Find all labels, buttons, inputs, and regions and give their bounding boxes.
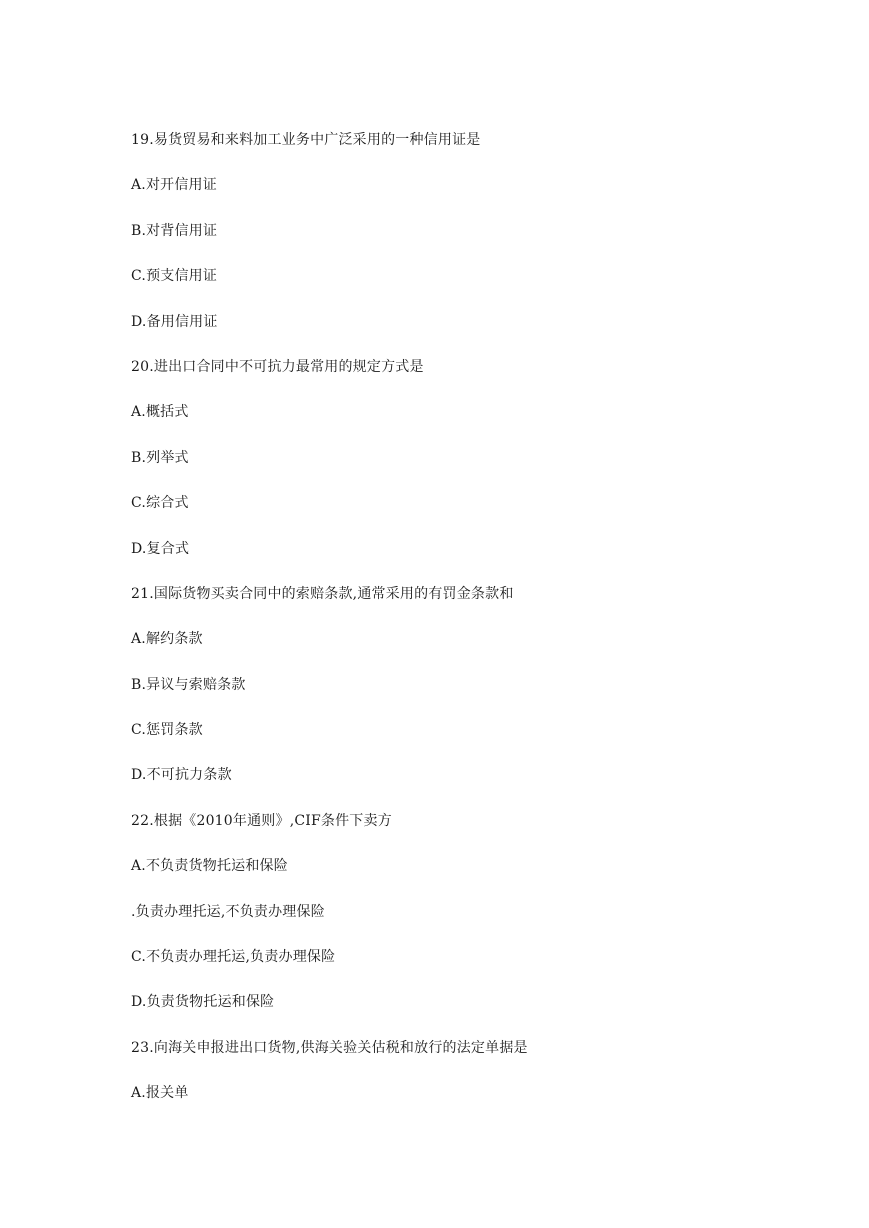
- question-22-option-a: A.不负责货物托运和保险: [131, 858, 288, 875]
- question-19-option-c: C.预支信用证: [131, 268, 218, 285]
- question-20-option-a: A.概括式: [131, 404, 189, 421]
- question-19-stem: 19.易货贸易和来料加工业务中广泛采用的一种信用证是: [131, 132, 481, 148]
- question-23-stem: 23.向海关申报进出口货物,供海关验关估税和放行的法定单据是: [131, 1039, 528, 1056]
- question-20-option-c: C.综合式: [131, 495, 189, 512]
- question-19-option-a: A.对开信用证: [131, 177, 217, 194]
- question-22-option-c: C.不负责办理托运,负责办理保险: [131, 949, 336, 966]
- question-21-option-b: B.异议与索赔条款: [131, 676, 246, 693]
- question-21-option-d: D.不可抗力条款: [131, 767, 232, 784]
- question-19-option-d: D.备用信用证: [131, 313, 218, 330]
- question-22-option-b: .负责办理托运,不负责办理保险: [131, 903, 325, 920]
- document-page: [131, 127, 831, 1126]
- question-21-option-a: A.解约条款: [131, 631, 203, 648]
- question-20-stem: 20.进出口合同中不可抗力最常用的规定方式是: [131, 358, 424, 375]
- question-20-option-b: B.列举式: [131, 449, 189, 466]
- question-22-stem: 22.根据《2010年通则》,CIF条件下卖方: [131, 812, 392, 829]
- question-21-stem: 21.国际货物买卖合同中的索赔条款,通常采用的有罚金条款和: [131, 585, 514, 602]
- question-23-option-a: A.报关单: [131, 1085, 189, 1102]
- question-20-option-d: D.复合式: [131, 540, 190, 557]
- question-19-option-b: B.对背信用证: [131, 222, 218, 239]
- question-21-option-c: C.惩罚条款: [131, 722, 203, 739]
- question-22-option-d: D.负责货物托运和保险: [131, 994, 275, 1011]
